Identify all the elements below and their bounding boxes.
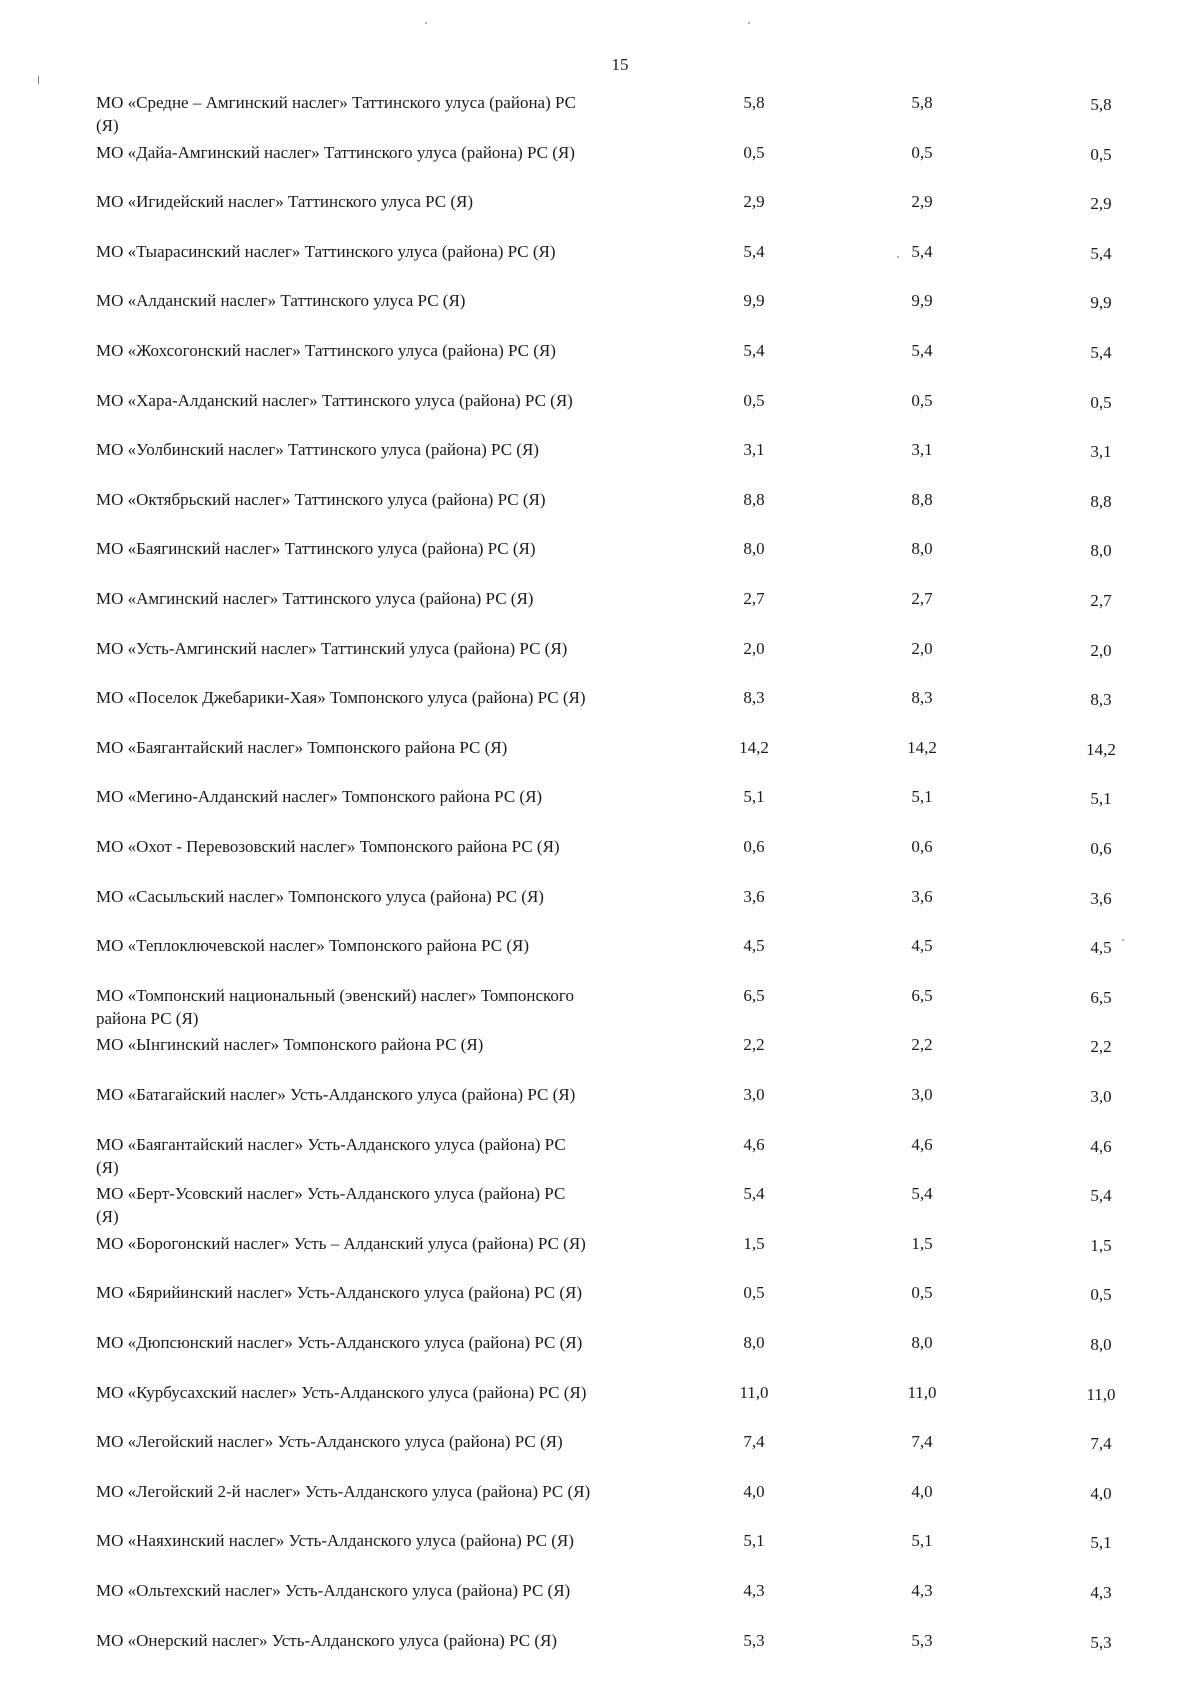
table-row [0,1529,1200,1577]
row-name: МО «Сасыльский наслег» Томпонского улуса (района) РС (Я) [96,886,544,906]
row-name: МО «Томпонский национальный (эвенский) наслег» Томпонского района РС (Я) [96,985,574,1028]
row-value-3: 8,8 [1090,491,1112,511]
row-value-3: 4,0 [1090,1483,1112,1503]
table-row [0,1579,1200,1627]
page-number: 15 [611,55,629,74]
row-value-3: 5,4 [1090,343,1112,362]
table-row [0,1381,1200,1429]
row-name: МО «Борогонский наслег» Усть – Алданский улуса (района) РС (Я) [96,1233,586,1253]
row-value-2: 11,0 [907,1382,937,1402]
row-name: МО «Баягинский наслег» Таттинского улуса (района) РС (Я) [96,539,536,559]
table-row [0,1629,1200,1677]
row-value-1: 1,5 [743,1233,765,1253]
table-row [0,1133,1200,1181]
table-row [0,637,1200,685]
table-row [0,785,1200,833]
row-value-2: 5,4 [911,241,933,261]
row-value-2: 5,4 [911,341,933,360]
table-row [0,1281,1200,1329]
table-row [0,1331,1200,1379]
row-value-2: 8,3 [911,688,933,708]
row-value-1: 8,8 [743,489,765,509]
row-value-3: 5,8 [1090,95,1112,114]
row-value-2: 14,2 [907,737,937,757]
row-value-1: 3,1 [743,440,765,460]
row-name: МО «Охот - Перевозовский наслег» Томпонского района РС (Я) [96,837,560,856]
row-name: МО «Жохсогонский наслег» Таттинского улуса (района) РС (Я) [96,341,556,360]
row-value-3: 8,0 [1090,1335,1112,1354]
row-value-1: 2,9 [743,192,765,212]
row-name: МО «Мегино-Алданский наслег» Томпонского района РС (Я) [96,787,543,807]
row-value-2: 2,2 [911,1035,933,1055]
row-value-2: 8,0 [911,1333,933,1352]
row-value-1: 6,5 [743,985,765,1005]
row-value-3: 3,0 [1090,1087,1112,1106]
row-name: МО «Легойский наслег» Усть-Алданского улуса (района) РС (Я) [96,1432,563,1452]
row-name: МО «Усть-Амгинский наслег» Таттинский улуса (района) РС (Я) [96,638,568,658]
row-value-3: 5,1 [1090,789,1112,809]
row-value-2: 2,0 [911,638,933,658]
row-name: МО «Тыарасинский наслег» Таттинского улуса (района) РС (Я) [96,241,556,261]
row-value-2: 4,3 [911,1581,933,1600]
row-value-2: 8,0 [911,539,933,559]
row-name: МО «Баягантайский наслег» Усть-Алданского улуса (района) РС (Я) [96,1134,566,1177]
row-name: МО «Игидейский наслег» Таттинского улуса РС (Я) [96,192,474,212]
row-name: МО «Поселок Джебарики-Хая» Томпонского улуса (района) РС (Я) [96,688,586,708]
table-row [0,736,1200,784]
row-value-2: 3,6 [911,886,933,906]
row-name: МО «Алданский наслег» Таттинского улуса РС (Я) [96,291,466,311]
margin-mark [38,76,39,84]
row-value-1: 2,2 [743,1035,765,1055]
row-value-3: 4,6 [1090,1136,1112,1156]
table-row [0,389,1200,437]
row-value-1: 4,3 [743,1581,765,1600]
row-value-2: 7,4 [911,1432,933,1452]
row-value-1: 5,4 [743,1184,765,1204]
row-value-1: 4,6 [743,1134,765,1154]
table-row [0,1480,1200,1528]
table-row [0,537,1200,585]
table-row [0,91,1200,139]
row-value-1: 8,0 [743,539,765,559]
row-name: МО «Онерский наслег» Усть-Алданского улуса (района) РС (Я) [96,1630,557,1650]
row-name: МО «Ынгинский наслег» Томпонского района РС (Я) [96,1035,484,1055]
row-value-3: 1,5 [1090,1235,1112,1255]
table-row [0,1182,1200,1230]
table-row [0,1232,1200,1280]
row-name: МО «Наяхинский наслег» Усть-Алданского улуса (района) РС (Я) [96,1531,574,1551]
row-value-1: 0,5 [743,1283,765,1303]
row-value-2: 3,0 [911,1085,933,1104]
table-row [0,141,1200,189]
row-value-3: 5,4 [1090,1186,1112,1206]
row-value-1: 5,8 [743,93,765,112]
row-value-2: 0,5 [911,1283,933,1303]
table-row [0,438,1200,486]
row-value-2: 4,0 [911,1481,933,1501]
row-value-1: 5,4 [743,341,765,360]
row-value-1: 14,2 [739,737,769,757]
row-name: МО «Октябрьский наслег» Таттинского улуса (района) РС (Я) [96,489,546,509]
row-name: МО «Берт-Усовский наслег» Усть-Алданского улуса (района) РС (Я) [96,1184,566,1227]
row-name: МО «Амгинский наслег» Таттинского улуса (района) РС (Я) [96,589,534,608]
row-value-3: 0,5 [1090,144,1112,164]
row-value-1: 5,3 [743,1630,765,1650]
row-value-1: 2,7 [743,589,765,608]
table-row [0,587,1200,635]
row-name: МО «Средне – Амгинский наслег» Таттинского улуса (района) РС (Я) [96,93,576,135]
row-value-2: 9,9 [911,291,933,311]
row-value-1: 5,4 [743,241,765,261]
row-value-1: 5,1 [743,787,765,807]
row-value-2: 0,5 [911,390,933,410]
row-value-3: 0,5 [1090,392,1112,412]
row-value-3: 6,5 [1090,987,1112,1007]
row-value-1: 4,0 [743,1481,765,1501]
table-row [0,190,1200,238]
table-row [0,1033,1200,1081]
row-value-1: 8,0 [743,1333,765,1352]
row-value-2: 2,7 [911,589,933,608]
row-value-3: 7,4 [1090,1434,1112,1454]
row-value-3: 2,7 [1090,591,1112,610]
row-value-2: 2,9 [911,192,933,212]
table-row [0,488,1200,536]
row-name: МО «Теплоключевской наслег» Томпонского района РС (Я) [96,936,529,956]
row-name: МО «Ольтехский наслег» Усть-Алданского улуса (района) РС (Я) [96,1581,571,1600]
row-value-3: 9,9 [1090,293,1112,313]
row-value-3: 3,6 [1090,888,1112,908]
scan-speck [425,22,427,24]
row-value-2: 0,6 [911,837,933,856]
table-row [0,934,1200,982]
row-value-3: 4,5 [1090,938,1112,958]
row-name: МО «Дайа-Амгинский наслег» Таттинского улуса (района) РС (Я) [96,142,575,162]
row-value-1: 8,3 [743,688,765,708]
table-row [0,686,1200,734]
row-value-1: 3,0 [743,1085,765,1104]
row-value-2: 8,8 [911,489,933,509]
row-name: МО «Бярийинский наслег» Усть-Алданского улуса (района) РС (Я) [96,1283,583,1303]
row-value-1: 5,1 [743,1531,765,1551]
table-row [0,339,1200,387]
table-row [0,984,1200,1032]
row-value-1: 2,0 [743,638,765,658]
row-value-3: 3,1 [1090,442,1112,462]
row-value-3: 8,0 [1090,541,1112,561]
table-row [0,835,1200,883]
row-value-3: 5,1 [1090,1533,1112,1553]
row-value-1: 0,6 [743,837,765,856]
table-row [0,1430,1200,1478]
row-name: МО «Хара-Алданский наслег» Таттинского улуса (района) РС (Я) [96,390,573,410]
row-name: МО «Дюпсюнский наслег» Усть-Алданского улуса (района) РС (Я) [96,1333,583,1352]
row-value-2: 5,1 [911,787,933,807]
row-value-2: 4,6 [911,1134,933,1154]
row-value-2: 3,1 [911,440,933,460]
row-value-3: 8,3 [1090,690,1112,710]
row-name: МО «Легойский 2-й наслег» Усть-Алданского улуса (района) РС (Я) [96,1481,591,1501]
table-row [0,1083,1200,1131]
table-row [0,885,1200,933]
row-name: МО «Курбусахский наслег» Усть-Алданского улуса (района) РС (Я) [96,1382,587,1402]
row-value-3: 4,3 [1090,1583,1112,1602]
row-name: МО «Батагайский наслег» Усть-Алданского улуса (района) РС (Я) [96,1085,576,1104]
row-value-1: 0,5 [743,390,765,410]
row-value-1: 7,4 [743,1432,765,1452]
table-row [0,289,1200,337]
row-value-1: 9,9 [743,291,765,311]
row-value-1: 11,0 [739,1382,769,1402]
row-value-3: 2,2 [1090,1037,1112,1057]
row-name: МО «Баягантайский наслег» Томпонского района РС (Я) [96,737,508,757]
row-value-3: 0,6 [1090,839,1112,858]
row-value-2: 6,5 [911,985,933,1005]
row-value-3: 14,2 [1086,739,1116,759]
row-name: МО «Уолбинский наслег» Таттинского улуса (района) РС (Я) [96,440,539,460]
row-value-1: 0,5 [743,142,765,162]
row-value-3: 5,4 [1090,243,1112,263]
row-value-2: 4,5 [911,936,933,956]
row-value-3: 5,3 [1090,1632,1112,1652]
row-value-1: 4,5 [743,936,765,956]
row-value-3: 2,0 [1090,640,1112,660]
row-value-2: 1,5 [911,1233,933,1253]
row-value-2: 5,4 [911,1184,933,1204]
row-value-3: 2,9 [1090,194,1112,214]
row-value-2: 0,5 [911,142,933,162]
scan-speck [748,22,750,24]
row-value-2: 5,8 [911,93,933,112]
row-value-2: 5,3 [911,1630,933,1650]
row-value-2: 5,1 [911,1531,933,1551]
table-row [0,240,1200,288]
row-value-3: 0,5 [1090,1285,1112,1305]
row-value-1: 3,6 [743,886,765,906]
row-value-3: 11,0 [1086,1384,1116,1404]
